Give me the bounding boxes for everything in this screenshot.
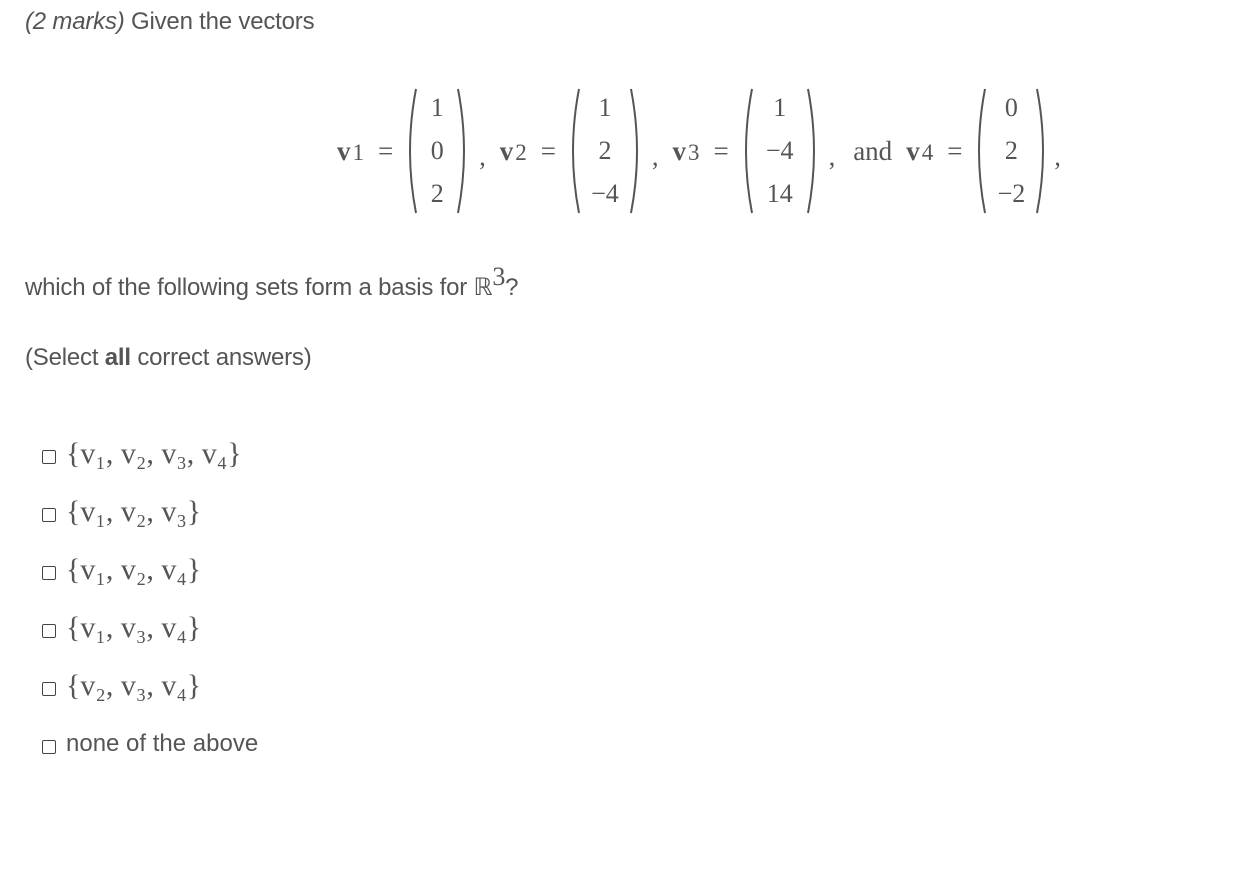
vector-entry: 1	[430, 93, 444, 122]
vector-entry: −4	[591, 179, 619, 208]
left-paren-icon	[972, 87, 988, 215]
option-checkbox[interactable]	[42, 682, 56, 696]
header-text: Given the vectors	[124, 8, 315, 35]
question-header	[25, 8, 314, 36]
r3-symbol: ℝ$^3$	[473, 262, 506, 301]
instruction-emphasis: all	[104, 344, 131, 371]
comma: ,	[828, 142, 836, 171]
left-paren-icon	[739, 87, 755, 215]
vector-name-v4: v 4	[906, 135, 934, 166]
option-checkbox[interactable]	[42, 624, 56, 638]
question-text	[25, 262, 519, 302]
vector-name-v3: v 3	[672, 135, 700, 166]
vector-entry: −4	[765, 136, 794, 165]
equals-sign: =	[947, 135, 963, 166]
equals-sign: =	[378, 135, 394, 166]
instruction-text: (Select all correct answers)	[25, 344, 312, 371]
vector-name-v2: v 2	[499, 135, 527, 166]
answer-option[interactable]	[42, 599, 258, 657]
vector-entry: 2	[598, 136, 612, 165]
right-paren-icon	[628, 87, 644, 215]
answer-option[interactable]	[42, 541, 258, 599]
marks-label: (2 marks)	[25, 8, 125, 35]
vector-v1	[403, 87, 471, 215]
option-checkbox[interactable]	[42, 740, 56, 754]
option-checkbox[interactable]	[42, 508, 56, 522]
option-checkbox[interactable]	[42, 450, 56, 464]
right-paren-icon	[1034, 87, 1050, 215]
comma: ,	[651, 142, 659, 171]
vector-v2	[566, 87, 644, 215]
vector-entry: 1	[773, 93, 787, 122]
option-label[interactable]: {v₁, v₂, v₃, v₄}	[66, 437, 242, 470]
option-checkbox[interactable]	[42, 566, 56, 580]
vector-name-v1: v 1	[337, 135, 364, 166]
vector-entry: 2	[430, 179, 444, 208]
vector-entry: 0	[430, 136, 444, 165]
question-body: which of the following sets form a basis for	[25, 274, 474, 301]
answer-options	[42, 425, 258, 773]
comma: ,	[1054, 142, 1061, 171]
option-label[interactable]: {v₂, v₃, v₄}	[66, 669, 202, 702]
right-paren-icon	[805, 87, 821, 215]
right-paren-icon	[455, 87, 471, 215]
option-label[interactable]: none of the above	[66, 730, 259, 757]
answer-option[interactable]	[42, 425, 258, 483]
vector-entry: 2	[1004, 136, 1018, 165]
vector-entry: 14	[766, 179, 793, 208]
vector-entry: −2	[997, 179, 1026, 208]
and-word: and	[853, 135, 893, 166]
vector-v3	[739, 87, 821, 215]
left-paren-icon	[566, 87, 582, 215]
vector-entry: 1	[598, 93, 612, 122]
equals-sign: =	[540, 135, 556, 166]
vector-definitions	[337, 84, 1075, 218]
option-label[interactable]: {v₁, v₂, v₃}	[66, 495, 202, 528]
equals-sign: =	[713, 135, 729, 166]
vector-entry: 0	[1004, 93, 1018, 122]
left-paren-icon	[403, 87, 419, 215]
option-label[interactable]: {v₁, v₃, v₄}	[66, 611, 202, 644]
answer-option-none[interactable]	[42, 715, 258, 773]
question-mark: ?	[505, 274, 519, 301]
option-label[interactable]: {v₁, v₂, v₄}	[66, 553, 202, 586]
vector-v4	[972, 87, 1050, 215]
answer-option[interactable]	[42, 657, 258, 715]
comma: ,	[479, 142, 486, 171]
answer-option[interactable]	[42, 483, 258, 541]
